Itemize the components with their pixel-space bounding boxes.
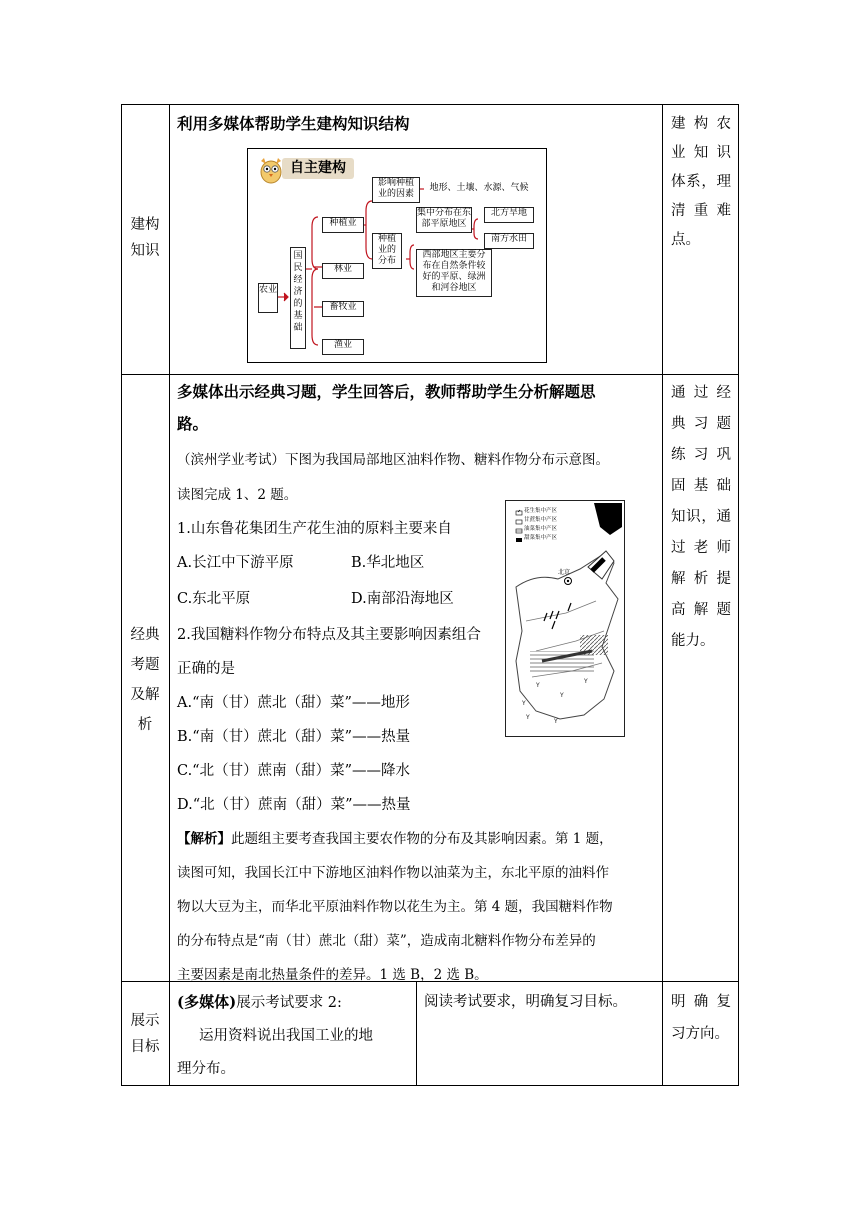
row-label-line: 析 (137, 717, 153, 733)
question-2: 2.我国糖料作物分布特点及其主要影响因素组合 (177, 627, 481, 643)
row-label-exam (121, 620, 169, 740)
lesson-table (121, 104, 739, 1086)
note-line: 清重难 (671, 203, 731, 219)
node-text-line: 影响种植 (377, 178, 414, 188)
map-city-label: 北京 (558, 569, 571, 576)
note-line: 过老师 (671, 540, 731, 556)
note-line: 习方向。 (671, 1026, 729, 1042)
note-line: 练习巩 (671, 447, 731, 463)
node-west (416, 249, 492, 297)
row3-middle (424, 986, 627, 1019)
node-planting (322, 217, 364, 233)
q2-option-a: A.“南（甘）蔗北（甜）菜”——地形 (177, 695, 410, 711)
node-fishery-text: 渔业 (333, 340, 352, 350)
middle-text: 阅读考试要求，明确复习目标。 (424, 994, 627, 1010)
svg-text:Y: Y (536, 682, 540, 689)
q2-option-b: B.“南（甘）蔗北（甜）菜”——热量 (177, 729, 411, 745)
node-root-text: 农业 (259, 285, 278, 295)
node-text-line: 布在自然条件较 (422, 261, 486, 271)
legend-beet: 甜菜集中产区 (524, 535, 558, 541)
svg-text:Y: Y (526, 714, 530, 721)
row3-left (177, 986, 413, 1086)
svg-text:Y: Y (560, 692, 564, 699)
node-north (484, 207, 534, 223)
row-label-line: 考题 (130, 657, 160, 673)
requirement-text: 运用资料说出我国工业的地 (199, 1028, 373, 1044)
node-livestock-text: 畜牧业 (329, 302, 357, 312)
note-line: 体系，理 (671, 174, 731, 190)
row-label-line: 展示 (130, 1013, 160, 1029)
q1-option-b: B.华北地区 (351, 555, 425, 571)
analysis-line: 的分布特点是“南（甘）蔗北（甜）菜”，造成南北糖料作物分布差异的 (177, 933, 596, 949)
analysis-line: 读图可知，我国长江中下游地区油料作物以油菜为主，东北平原的油料作 (177, 865, 609, 881)
q2-option-c: C.“北（甘）蔗南（甜）菜”——降水 (177, 763, 411, 779)
node-economy (290, 247, 306, 349)
analysis-line: 物以大豆为主，而华北平原油料作物以花生为主。第 4 题，我国糖料作物 (177, 899, 613, 915)
note-line: 业知识 (671, 145, 731, 161)
note-line: 明确复 (671, 994, 731, 1010)
note-line: 能力。 (671, 633, 715, 649)
node-economy-text: 国民经济的基础 (293, 251, 303, 333)
node-factors-label (372, 177, 420, 203)
node-text-line: 业的 (377, 245, 396, 255)
row-label-line: 经典 (130, 627, 160, 643)
row2-intro: 读图完成 1、2 题。 (177, 487, 298, 503)
row-label-line: 建构 (130, 217, 160, 233)
note-line: 建构农 (671, 116, 731, 132)
node-factors-text: 地形、土壤、水源、气候 (429, 183, 529, 193)
node-text-line: 业的因素 (377, 189, 414, 199)
legend-sugarcane: 甘蔗集中产区 (524, 517, 558, 523)
q1-option-a: A.长江中下游平原 (177, 555, 294, 571)
analysis-tag: 【解析】 (177, 831, 231, 847)
q1-option-c: C.东北平原 (177, 591, 251, 607)
analysis-text: 此题组主要考查我国主要农作物的分布及其影响因素。第 1 题， (231, 831, 613, 847)
row1-title-text: 利用多媒体帮助学生建构知识结构 (177, 114, 410, 133)
note-line: 固基础 (671, 478, 731, 494)
node-east (416, 207, 472, 233)
node-text-line: 和河谷地区 (431, 283, 477, 293)
row2-intro: （滨州学业考试）下图为我国局部地区油料作物、糖料作物分布示意图。 (177, 452, 609, 468)
row-label-line: 及解 (130, 687, 160, 703)
row-label-line: 目标 (130, 1039, 160, 1055)
note-line: 知识，通 (671, 509, 731, 525)
note-line: 典习题 (671, 416, 731, 432)
note-line: 通过经 (671, 385, 731, 401)
svg-text:Y: Y (522, 700, 526, 707)
row-label-line: 知识 (130, 243, 160, 259)
node-forestry-text: 林业 (333, 264, 352, 274)
map-legend (524, 507, 557, 543)
node-forestry (322, 263, 364, 279)
node-south (484, 233, 534, 249)
node-livestock (322, 301, 364, 317)
node-text-line: 集中分布在东 (417, 208, 472, 218)
node-text-line: 种植 (377, 234, 396, 244)
node-factors (424, 183, 534, 196)
node-text-line: 分布 (377, 256, 396, 266)
exam-requirement-label: 展示考试要求 2: (236, 995, 342, 1011)
row2-heading: 路。 (177, 414, 209, 433)
q1-option-d: D.南部沿海地区 (351, 591, 454, 607)
analysis-line: 主要因素是南北热量条件的差异。1 选 B，2 选 B。 (177, 967, 488, 983)
row1-note (671, 110, 731, 255)
multimedia-tag: (多媒体) (177, 993, 237, 1011)
node-root (258, 283, 278, 313)
note-line: 高解题 (671, 602, 731, 618)
note-line: 点。 (671, 232, 700, 248)
question-1: 1.山东鲁花集团生产花生油的原料主要来自 (177, 521, 452, 537)
row-label-construct (121, 212, 169, 264)
requirement-text: 理分布。 (177, 1061, 235, 1077)
row-label-goal (121, 1008, 169, 1060)
crop-distribution-map (505, 500, 625, 737)
q2-option-d: D.“北（甘）蔗南（甜）菜”——热量 (177, 797, 411, 813)
svg-text:Y: Y (584, 678, 588, 685)
row1-title (177, 106, 410, 141)
analysis-line (177, 822, 659, 856)
row2-note (671, 378, 731, 657)
node-south-text: 南方水田 (490, 234, 527, 244)
node-text-line: 好的平原、绿洲 (422, 272, 486, 282)
badge: 自主建构 (282, 158, 354, 179)
node-text-line: 部平原地区 (421, 219, 467, 229)
legend-rapeseed: 油菜集中产区 (524, 526, 558, 532)
node-text-line: 西部地区主要分 (422, 250, 486, 260)
note-line: 解析提 (671, 571, 731, 587)
row2-heading: 多媒体出示经典习题，学生回答后，教师帮助学生分析解题思 (177, 382, 596, 401)
node-fishery (322, 339, 364, 355)
node-dist-label (372, 233, 402, 269)
question-2: 正确的是 (177, 661, 235, 677)
node-planting-text: 种植业 (329, 218, 357, 228)
row3-note (671, 986, 731, 1050)
node-north-text: 北方旱地 (490, 208, 527, 218)
legend-peanut: 花生集中产区 (524, 508, 558, 514)
knowledge-structure-diagram (247, 148, 547, 363)
svg-text:Y: Y (554, 718, 558, 725)
